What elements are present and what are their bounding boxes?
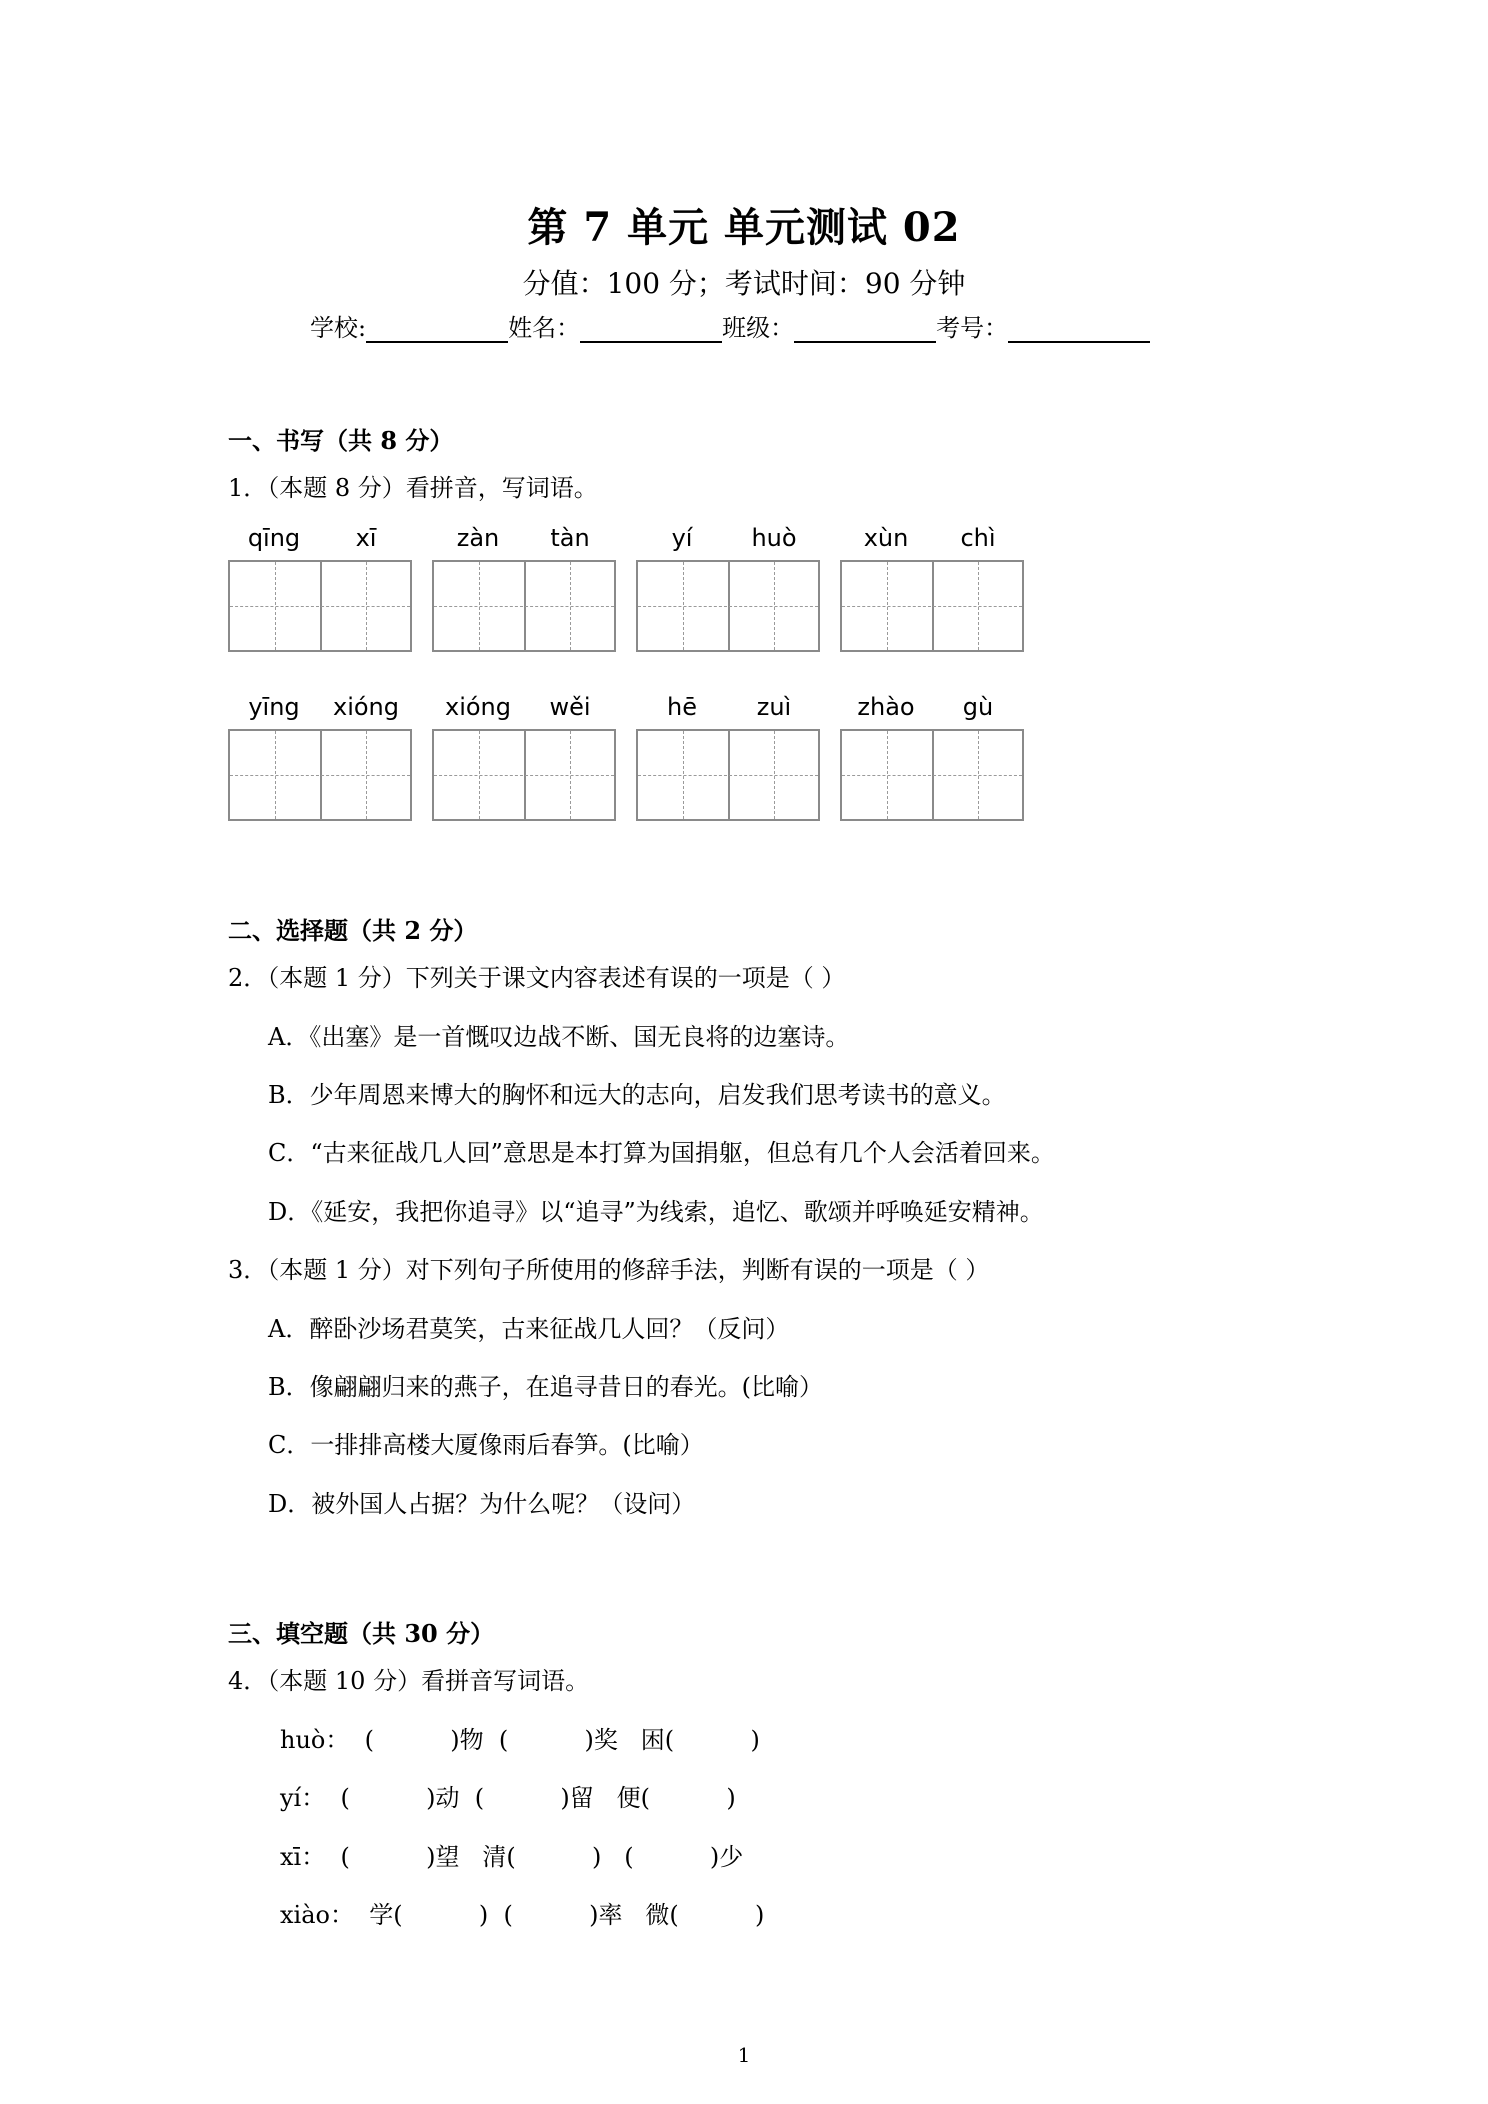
fill-line-huo[interactable]: huò： ( )物 ( )奖 困( ) <box>280 1726 760 1754</box>
question-3: 3．（本题 1 分）对下列句子所使用的修辞手法，判断有误的一项是（ ） <box>228 1256 990 1284</box>
pinyin-label: tàn <box>550 524 590 552</box>
question-2: 2．（本题 1 分）下列关于课文内容表述有误的一项是（ ） <box>228 964 846 992</box>
writing-grid[interactable] <box>840 729 1024 821</box>
pinyin-label: zhào <box>857 693 915 721</box>
q2-option-a[interactable]: A．《出塞》是一首慨叹边战不断、国无良将的边塞诗。 <box>268 1023 850 1051</box>
class-label: 班级： <box>722 314 795 342</box>
section-heading-writing: 一、书写（共 8 分） <box>228 426 454 455</box>
q3-option-b[interactable]: B．像翩翩归来的燕子，在追寻昔日的春光。(比喻） <box>268 1373 823 1401</box>
fill-line-yi[interactable]: yí： ( )动 ( )留 便( ) <box>280 1784 736 1812</box>
section-heading-choice: 二、选择题（共 2 分） <box>228 916 478 945</box>
writing-grid[interactable] <box>636 729 820 821</box>
exam-number-label: 考号： <box>936 314 1009 342</box>
question-1: 1．（本题 8 分）看拼音，写词语。 <box>228 474 598 502</box>
pinyin-label: yīng <box>248 693 300 721</box>
page-number: 1 <box>737 2043 751 2067</box>
pinyin-label: wěi <box>549 693 591 721</box>
pinyin-label: huò <box>751 524 797 552</box>
name-label: 姓名： <box>508 314 581 342</box>
question-4: 4．（本题 10 分）看拼音写词语。 <box>228 1667 590 1695</box>
pinyin-label: chì <box>960 524 996 552</box>
fill-line-xi[interactable]: xī： ( )望 清( ) ( )少 <box>280 1843 744 1871</box>
writing-grid[interactable] <box>636 560 820 652</box>
exam-number-blank[interactable] <box>1008 317 1150 343</box>
pinyin-label: zàn <box>456 524 500 552</box>
pinyin-label: hē <box>667 693 697 721</box>
pinyin-label: qīng <box>247 524 301 552</box>
q2-option-b[interactable]: B．少年周恩来博大的胸怀和远大的志向，启发我们思考读书的意义。 <box>268 1081 1006 1109</box>
writing-grid[interactable] <box>432 560 616 652</box>
pinyin-label: xī <box>355 524 377 552</box>
pinyin-label: xùn <box>863 524 909 552</box>
pinyin-label: gù <box>962 693 994 721</box>
school-blank[interactable] <box>366 317 508 343</box>
pinyin-label: zuì <box>756 693 792 721</box>
writing-grid[interactable] <box>432 729 616 821</box>
student-info-row <box>310 308 1150 343</box>
q3-option-c[interactable]: C．一排排高楼大厦像雨后春笋。(比喻） <box>268 1431 704 1459</box>
pinyin-label: yí <box>671 524 693 552</box>
exam-meta: 分值：100 分；考试时间：90 分钟 <box>522 267 966 300</box>
pinyin-label: xióng <box>445 693 511 721</box>
pinyin-label: xióng <box>333 693 399 721</box>
q2-option-d[interactable]: D．《延安，我把你追寻》以“追寻”为线索，追忆、歌颂并呼唤延安精神。 <box>268 1198 1044 1226</box>
section-heading-fill: 三、填空题（共 30 分） <box>228 1619 495 1648</box>
page-title: 第 7 单元 单元测试 02 <box>527 204 961 251</box>
writing-grid[interactable] <box>840 560 1024 652</box>
class-blank[interactable] <box>794 317 936 343</box>
writing-grid[interactable] <box>228 560 412 652</box>
fill-line-xiao[interactable]: xiào： 学( ) ( )率 微( ) <box>280 1901 765 1929</box>
q3-option-d[interactable]: D．被外国人占据？为什么呢？（设问） <box>268 1490 696 1518</box>
q3-option-a[interactable]: A．醉卧沙场君莫笑，古来征战几人回？（反问） <box>268 1315 790 1343</box>
school-label: 学校: <box>310 314 367 342</box>
writing-grid[interactable] <box>228 729 412 821</box>
name-blank[interactable] <box>580 317 722 343</box>
q2-option-c[interactable]: C．“古来征战几人回”意思是本打算为国捐躯，但总有几个人会活着回来。 <box>268 1139 1055 1167</box>
